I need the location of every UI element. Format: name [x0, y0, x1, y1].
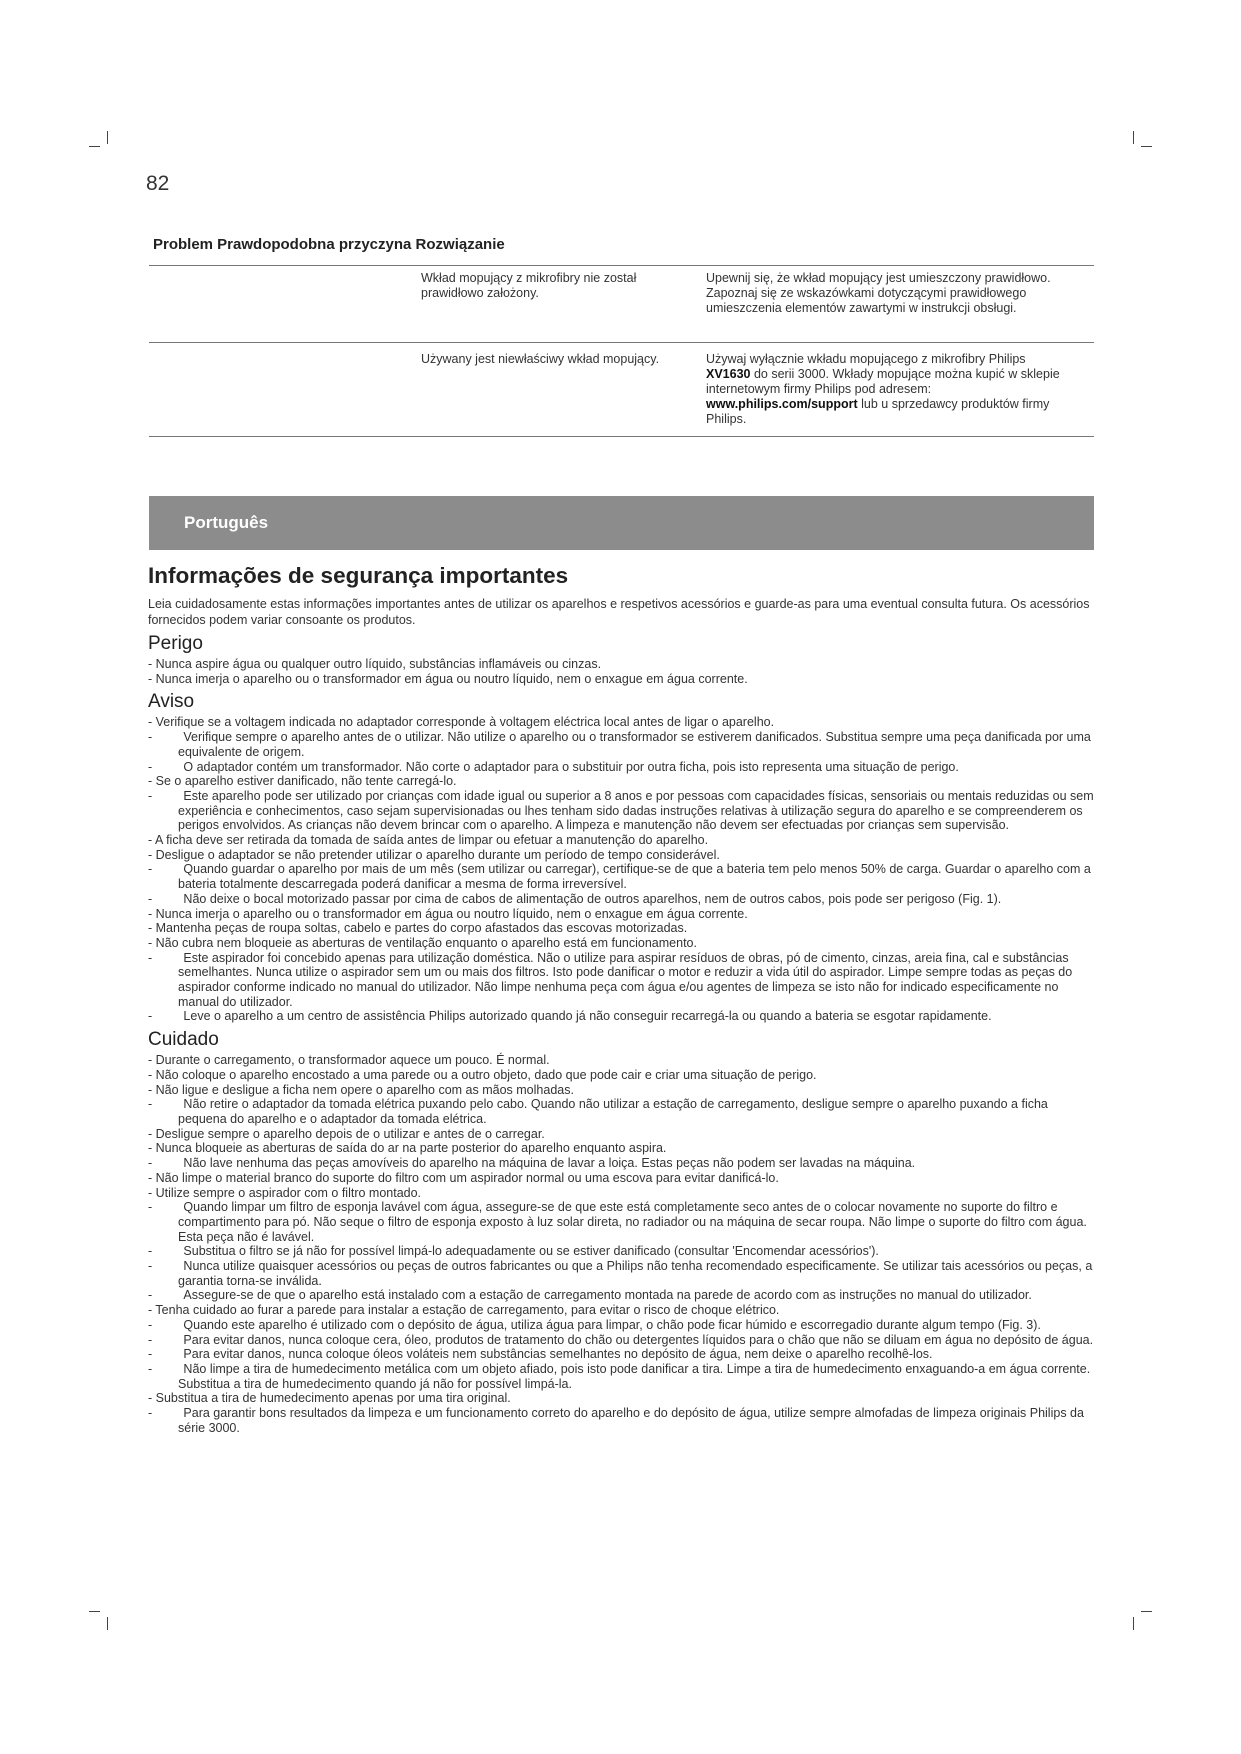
- section-heading-perigo: Perigo: [148, 633, 203, 654]
- list-item: - Para evitar danos, nunca coloque cera, óleo, produtos de tratamento do chão ou detergentes líquidos para o chão que não se diluam em água no depósito de água.: [148, 1332, 1094, 1347]
- list-item: - Verifique sempre o aparelho antes de o utilizar. Não utilize o aparelho ou o transformador se estiverem danificados. Substitua sempre uma peça danificada por uma equivalente de origem.: [148, 730, 1091, 759]
- row-1-cause: Wkład mopujący z mikrofibry nie został prawidłowo założony.: [421, 271, 637, 300]
- row-2-model: XV1630: [706, 367, 751, 381]
- row-1-solution: Upewnij się, że wkład mopujący jest umieszczony prawidłowo. Zapoznaj się ze wskazówkami dotyczącymi prawidłowego umieszczenia elementów zawartymi w instrukcji obsługi.: [706, 271, 1051, 315]
- list-item: - Utilize sempre o aspirador com o filtro montado.: [148, 1185, 422, 1200]
- list-item: - Quando guardar o aparelho por mais de um mês (sem utilizar ou carregar), certifique-se de que a bateria tem pelo menos 50% de carga. Guardar o aparelho com a bateria totalmente descarregada poderá danificar a mesma de forma irreversível.: [148, 862, 1091, 892]
- intro-paragraph: Leia cuidadosamente estas informações importantes antes de utilizar os aparelhos e respetivos acessórios e guarde-as para uma eventual consulta futura. Os acessórios fornecidos podem variar consoante os produtos.: [148, 597, 1090, 627]
- list-item: - Não retire o adaptador da tomada elétrica puxando pelo cabo. Quando não utilizar a estação de carregamento, desligue sempre o aparelho puxando a ficha pequena do aparelho e o adaptador da tomada elétrica.: [148, 1097, 1048, 1126]
- list-item: - Não lave nenhuma das peças amovíveis do aparelho na máquina de lavar a loiça. Estas peças não podem ser lavadas na máquina.: [148, 1156, 916, 1171]
- list-item: - Não ligue e desligue a ficha nem opere o aparelho com as mãos molhadas.: [148, 1082, 574, 1097]
- list-item: - Mantenha peças de roupa soltas, cabelo e partes do corpo afastados das escovas motorizadas.: [148, 921, 688, 936]
- list-item: - Não coloque o aparelho encostado a uma parede ou a outro objeto, dado que pode cair e criar uma situação de perigo.: [148, 1067, 817, 1082]
- language-bar: [149, 496, 1094, 550]
- table-rule: [149, 436, 1094, 437]
- row-2-solution-pre: Używaj wyłącznie wkładu mopującego z mikrofibry Philips: [706, 352, 1026, 366]
- list-item: - Substitua o filtro se já não for possível limpá-lo adequadamente ou se estiver danificado (consultar 'Encomendar acessórios').: [148, 1244, 879, 1259]
- section-list: [148, 657, 1094, 686]
- list-item: - Nunca aspire água ou qualquer outro líquido, substâncias inflamáveis ou cinzas.: [148, 657, 602, 671]
- list-item: - O adaptador contém um transformador. Não corte o adaptador para o substituir por outra ficha, pois isto representa uma situação de perigo.: [148, 759, 959, 774]
- list-item: - Verifique se a voltagem indicada no adaptador corresponde à voltagem eléctrica local antes de ligar o aparelho.: [148, 715, 775, 730]
- list-item: - Não limpe a tira de humedecimento metálica com um objeto afiado, pois isto pode danificar a tira. Limpe a tira de humedecimento enxaguando-a em água corrente. Substitua a tira de humedecimento quando já não for possível limpá-la.: [148, 1361, 1091, 1391]
- section-heading-cuidado: Cuidado: [148, 1029, 219, 1051]
- list-item: - Para garantir bons resultados da limpeza e um funcionamento correto do aparelho e do depósito de água, utilize sempre almofadas de limpeza originais Philips da série 3000.: [148, 1406, 1084, 1435]
- section-list: [148, 715, 1094, 1024]
- list-item: - Tenha cuidado ao furar a parede para instalar a estação de carregamento, para evitar o risco de choque elétrico.: [148, 1303, 780, 1318]
- list-item: - Desligue o adaptador se não pretender utilizar o aparelho durante um período de tempo considerável.: [148, 847, 720, 862]
- list-item: - Leve o aparelho a um centro de assistência Philips autorizado quando já não conseguir recarregá-la ou quando a bateria se esgotar rapidamente.: [148, 1009, 992, 1024]
- list-item: - Quando este aparelho é utilizado com o depósito de água, utiliza água para limpar, o chão pode ficar húmido e escorregadio durante algum tempo (Fig. 3).: [148, 1317, 1041, 1332]
- list-item: - Este aspirador foi concebido apenas para utilização doméstica. Não o utilize para aspirar resíduos de obras, pó de cimento, cinzas, areia fina, cal e substâncias semelhantes. Nunca utilize o aspirador sem um ou mais dos filtros. Isto pode danificar o motor e reduzir a vida útil do aspirador. Limpe sempre todas as peças do aspirador conforme indicado no manual do utilizador. Não limpe nenhuma peça com água e/ou agentes de limpeza se isto não for indicado especificamente no manual do utilizador.: [148, 950, 1073, 1009]
- list-item: - Substitua a tira de humedecimento apenas por uma tira original.: [148, 1391, 511, 1406]
- list-item: - Nunca imerja o aparelho ou o transformador em água ou noutro líquido, nem o enxague em água corrente.: [148, 671, 748, 686]
- list-item: - A ficha deve ser retirada da tomada de saída antes de limpar ou efetuar a manutenção do aparelho.: [148, 833, 709, 848]
- row-2-solution: [706, 352, 1072, 427]
- list-item: - Quando limpar um filtro de esponja lavável com água, assegure-se de que este está completamente seco antes de o colocar novamente no suporte do filtro e compartimento para pó. Não seque o filtro de esponja exposto à luz solar direta, no radiador ou na máquina de secar roupa. Não limpe o suporte do filtro com água. Esta peça não é lavável.: [148, 1200, 1087, 1244]
- page-title: Informações de segurança importantes: [148, 563, 569, 588]
- list-item: - Para evitar danos, nunca coloque óleos voláteis nem substâncias semelhantes no depósito de água, nem deixe o aparelho recolhê-los.: [148, 1347, 933, 1362]
- page-number: 82: [146, 172, 170, 195]
- list-item: - Este aparelho pode ser utilizado por crianças com idade igual ou superior a 8 anos e por pessoas com capacidades físicas, sensoriais ou mentais reduzidas ou sem experiência e conhecimentos, caso sejam supervisionadas ou lhes tenham sido dadas instruções relativas à utilização segura do aparelho e se compreenderem os perigos envolvidos. As crianças não devem brincar com o aparelho. A limpeza e manutenção não devem ser efectuadas por crianças sem supervisão.: [148, 788, 1094, 833]
- section-heading-aviso: Aviso: [148, 691, 195, 713]
- safety-content: [148, 562, 1094, 1435]
- table-header: Problem Prawdopodobna przyczyna Rozwiązanie: [153, 236, 505, 253]
- language-label: Português: [184, 513, 269, 532]
- list-item: - Se o aparelho estiver danificado, não tente carregá-lo.: [148, 774, 457, 789]
- row-2-solution-mid: do serii 3000. Wkłady mopujące można kupić w sklepie internetowym firmy Philips pod adresem:: [706, 367, 1060, 396]
- table-rule: [149, 265, 1094, 266]
- list-item: - Nunca bloqueie as aberturas de saída do ar na parte posterior do aparelho enquanto aspira.: [148, 1141, 667, 1156]
- row-2-solution-post: lub u sprzedawcy produktów firmy Philips.: [706, 397, 1050, 426]
- list-item: - Não cubra nem bloqueie as aberturas de ventilação enquanto o aparelho está em funcionamento.: [148, 935, 697, 950]
- support-link[interactable]: www.philips.com/support: [706, 397, 858, 411]
- list-item: - Nunca imerja o aparelho ou o transformador em água ou noutro líquido, nem o enxague em água corrente.: [148, 906, 748, 921]
- list-item: - Não limpe o material branco do suporte do filtro com um aspirador normal ou uma escova para evitar danificá-lo.: [148, 1170, 779, 1185]
- section-list: [148, 1053, 1094, 1435]
- list-item: - Assegure-se de que o aparelho está instalado com a estação de carregamento montada na parede de acordo com as instruções no manual do utilizador.: [148, 1288, 1032, 1303]
- list-item: - Não deixe o bocal motorizado passar por cima de cabos de alimentação de outros aparelhos, nem de outros cabos, pois pode ser perigoso (Fig. 1).: [148, 891, 1002, 906]
- list-item: - Nunca utilize quaisquer acessórios ou peças de outros fabricantes ou que a Philips não tenha recomendado especificamente. Se utilizar tais acessórios ou peças, a garantia torna-se inválida.: [148, 1259, 1093, 1288]
- row-2-cause: Używany jest niewłaściwy wkład mopujący.: [421, 352, 660, 366]
- list-item: - Durante o carregamento, o transformador aquece um pouco. É normal.: [148, 1053, 550, 1068]
- safety-sections: [148, 632, 1094, 1435]
- list-item: - Desligue sempre o aparelho depois de o utilizar e antes de o carregar.: [148, 1126, 545, 1141]
- table-rule: [149, 342, 1094, 343]
